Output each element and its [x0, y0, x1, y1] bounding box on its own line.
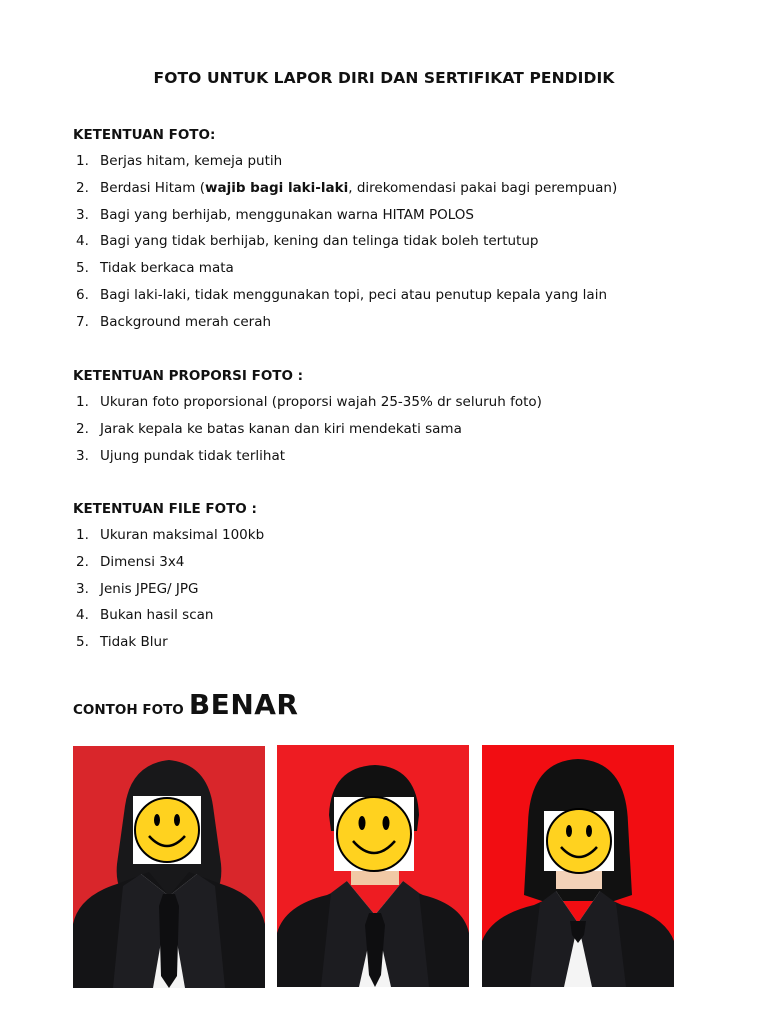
contoh-foto-heading — [73, 688, 298, 721]
section-heading: KETENTUAN FILE FOTO : — [73, 501, 257, 517]
section-ketentuan-file — [73, 499, 264, 659]
list-item: 5. Tidak Blur — [76, 634, 168, 651]
list-item: 3. Jenis JPEG/ JPG — [76, 580, 199, 597]
benar-label: BENAR — [188, 688, 299, 721]
portrait-woman-image — [482, 745, 674, 987]
example-photo-woman — [482, 745, 674, 987]
list-item: 4. Bukan hasil scan — [76, 607, 214, 624]
list-item: 1. Ukuran maksimal 100kb — [76, 527, 265, 543]
list-item: 3. Ujung pundak tidak terlihat — [76, 447, 286, 464]
ketentuan-foto-list — [73, 151, 617, 339]
list-item: 4. Bagi yang tidak berhijab, kening dan telinga tidak boleh tertutup — [76, 233, 539, 250]
emphasis-text: wajib bagi laki-laki — [204, 179, 349, 196]
portrait-hijab-image — [73, 746, 265, 988]
list-item: 1. Berjas hitam, kemeja putih — [76, 153, 283, 169]
list-item: 5. Tidak berkaca mata — [76, 260, 234, 277]
section-heading: KETENTUAN FOTO: — [73, 127, 216, 143]
list-item: 2. Berdasi Hitam (wajib bagi laki-laki, direkomendasi pakai bagi perempuan) — [76, 179, 618, 196]
section-heading: KETENTUAN PROPORSI FOTO : — [73, 368, 304, 384]
ketentuan-file-list — [73, 525, 264, 659]
list-item: 6. Bagi laki-laki, tidak menggunakan topi, peci atau penutup kepala yang lain — [76, 286, 608, 303]
ketentuan-proporsi-list — [73, 392, 542, 472]
contoh-foto-label: CONTOH FOTO — [73, 702, 184, 718]
page-title: FOTO UNTUK LAPOR DIRI DAN SERTIFIKAT PENDIDIK — [153, 69, 615, 87]
section-ketentuan-foto — [73, 125, 617, 339]
list-item: 2. Jarak kepala ke batas kanan dan kiri mendekati sama — [76, 420, 462, 437]
section-ketentuan-proporsi — [73, 366, 542, 472]
list-item: 1. Ukuran foto proporsional (proporsi wajah 25-35% dr seluruh foto) — [76, 394, 542, 410]
example-photo-man — [277, 745, 469, 987]
list-item: 2. Dimensi 3x4 — [76, 553, 185, 570]
example-photo-hijab — [73, 746, 265, 988]
portrait-man-image — [277, 745, 469, 987]
list-item: 3. Bagi yang berhijab, menggunakan warna HITAM POLOS — [76, 206, 474, 223]
list-item: 7. Background merah cerah — [76, 313, 272, 330]
